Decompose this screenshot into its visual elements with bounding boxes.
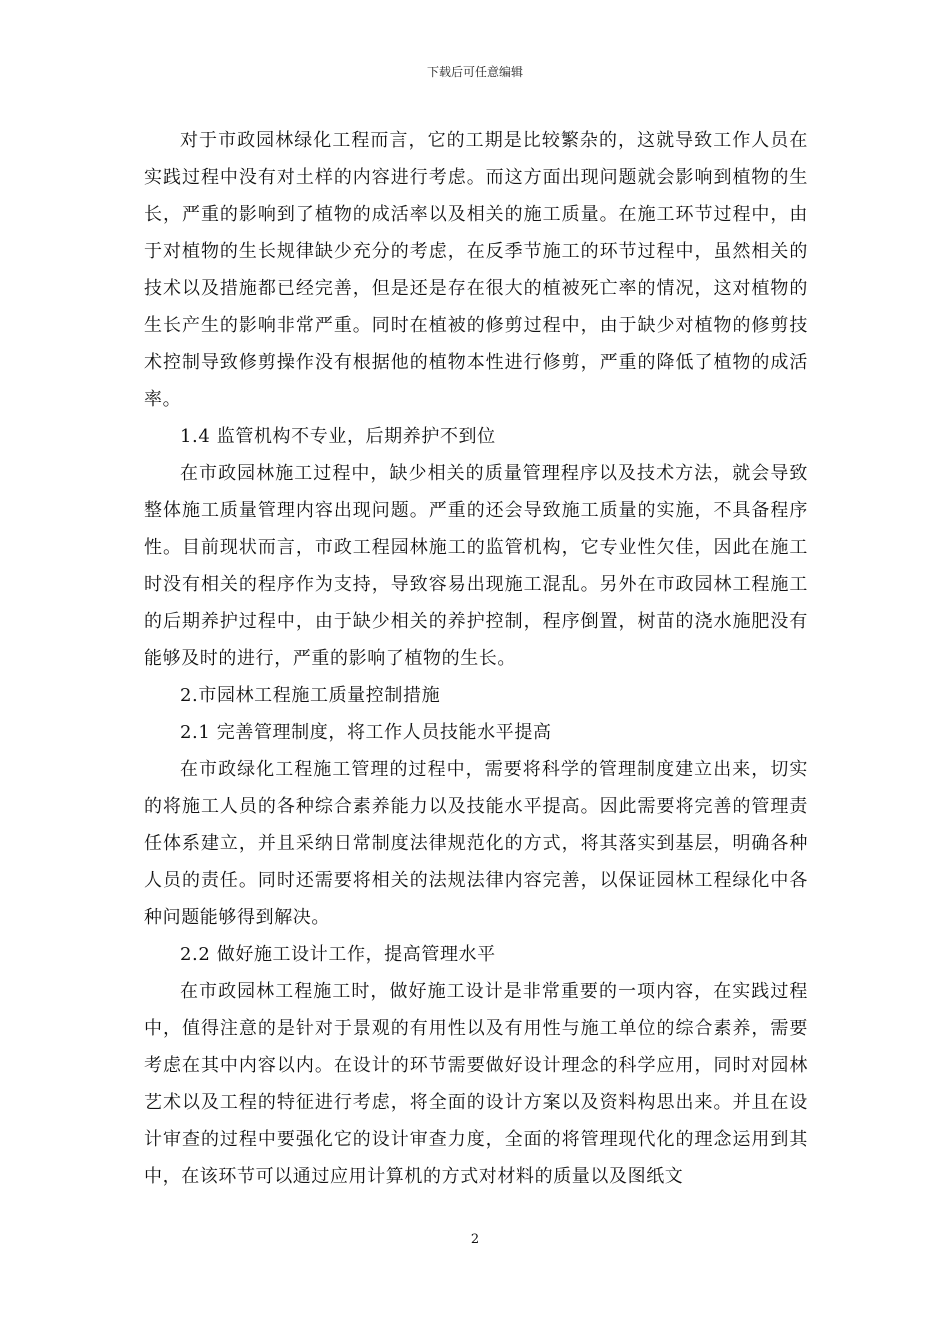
section-heading-1-4: 1.4 监管机构不专业，后期养护不到位 [180,426,496,447]
page-number: 2 [470,1232,480,1247]
paragraph-plant-survival: 对于市政园林绿化工程而言，它的工期是比较繁杂的，这就导致工作人员在实践过程中没有对土样的内容进行考虑。而这方面出现问题就会影响到植物的生长，严重的影响到了植物的成活率以及相关的施工质量。在施工环节过程中，由于对植物的生长规律缺少充分的考虑，在反季节施工的环节过程中，虽然相关的技术以及措施都已经完善，但是还是存在很大的植被死亡率的情况，这对植物的生长产生的影响非常严重。同时在植被的修剪过程中，由于缺少对植物的修剪技术控制导致修剪操作没有根据他的植物本性进行修剪，严重的降低了植物的成活率。 [144,130,808,410]
section-heading-2-2: 2.2 做好施工设计工作，提高管理水平 [180,944,496,965]
paragraph-supervision: 在市政园林施工过程中，缺少相关的质量管理程序以及技术方法，就会导致整体施工质量管理内容出现问题。严重的还会导致施工质量的实施，不具备程序性。目前现状而言，市政工程园林施工的监管机构，它专业性欠佳，因此在施工时没有相关的程序作为支持，导致容易出现施工混乱。另外在市政园林工程施工的后期养护过程中，由于缺少相关的养护控制，程序倒置，树苗的浇水施肥没有能够及时的进行，严重的影响了植物的生长。 [144,463,808,669]
paragraph-design-work: 在市政园林工程施工时，做好施工设计是非常重要的一项内容，在实践过程中，值得注意的是针对于景观的有用性以及有用性与施工单位的综合素养，需要考虑在其中内容以内。在设计的环节需要做好设计理念的科学应用，同时对园林艺术以及工程的特征进行考虑，将全面的设计方案以及资料构思出来。并且在设计审查的过程中要强化它的设计审查力度，全面的将管理现代化的理念运用到其中，在该环节可以通过应用计算机的方式对材料的质量以及图纸文 [144,981,808,1187]
page-header: 下载后可任意编辑 [426,65,523,79]
section-heading-2: 2.市园林工程施工质量控制措施 [180,685,441,706]
document-body [144,122,808,1195]
section-heading-2-1: 2.1 完善管理制度，将工作人员技能水平提高 [180,722,552,743]
paragraph-management-system: 在市政绿化工程施工管理的过程中，需要将科学的管理制度建立出来，切实的将施工人员的各种综合素养能力以及技能水平提高。因此需要将完善的管理责任体系建立，并且采纳日常制度法律规范化的方式，将其落实到基层，明确各种人员的责任。同时还需要将相关的法规法律内容完善，以保证园林工程绿化中各种问题能够得到解决。 [144,759,808,928]
